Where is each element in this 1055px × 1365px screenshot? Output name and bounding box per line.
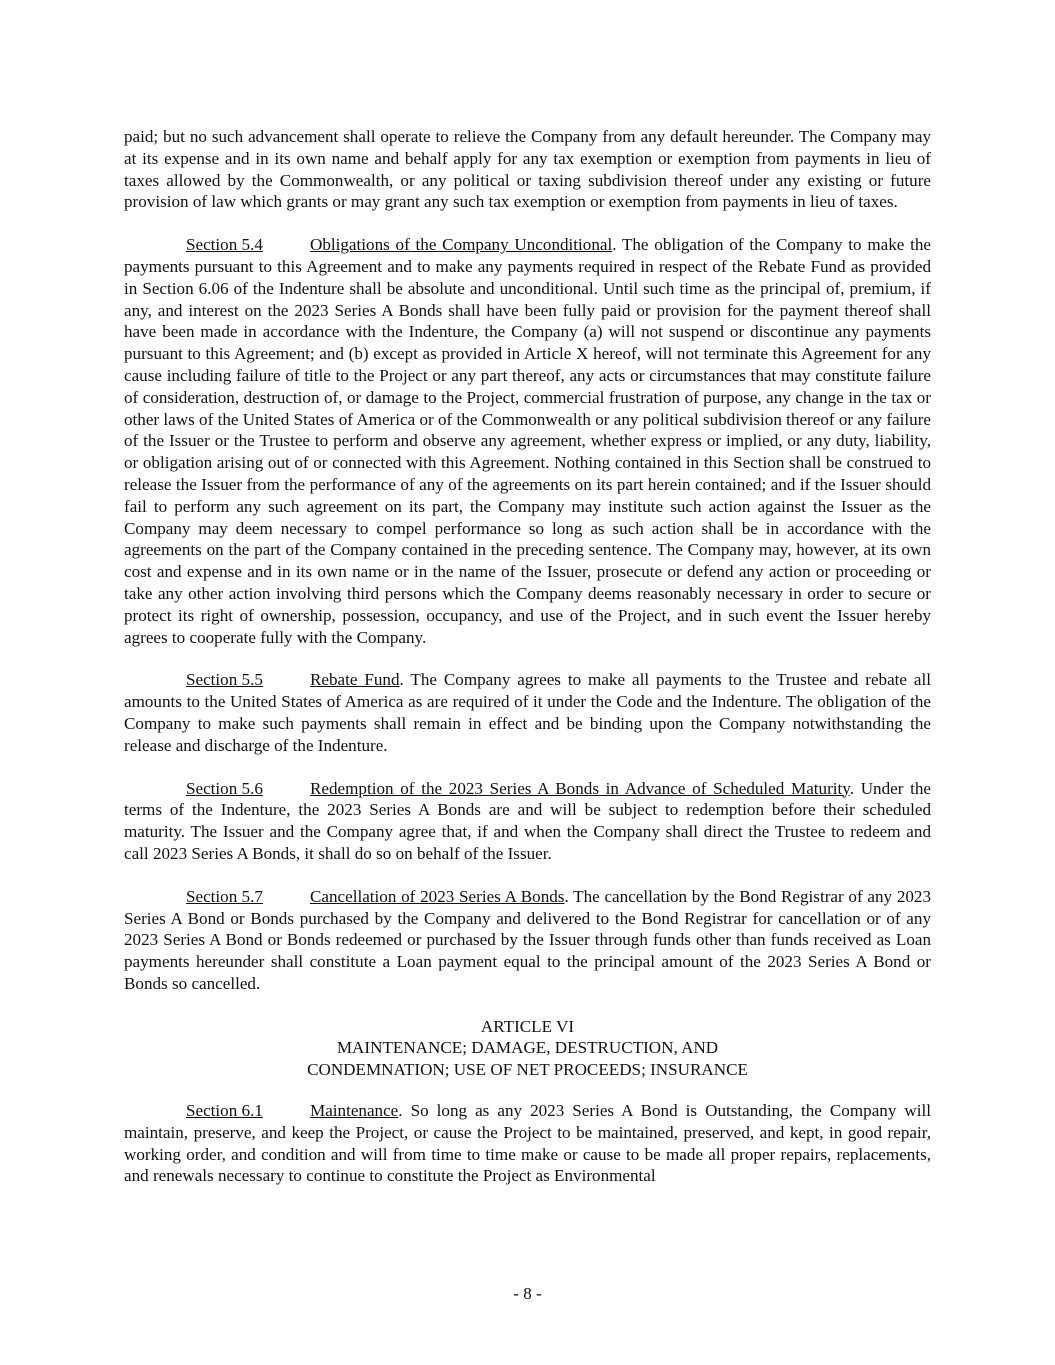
section-title: Obligations of the Company Unconditional <box>310 235 613 255</box>
section-5-6-paragraph <box>124 778 931 865</box>
section-title: Redemption of the 2023 Series A Bonds in Advance of Scheduled Maturity <box>310 778 850 798</box>
section-number: Section 5.5 <box>186 670 263 690</box>
article-title-line-1: MAINTENANCE; DAMAGE, DESTRUCTION, AND <box>336 1038 719 1058</box>
section-body: . So long as any 2023 Series A Bond is Outstanding, the Company will maintain, preserve, and keep the Project, or cause the Project to be maintained, preserved, and kept, in good repair, working order, and condition and will from time to time make or cause to be made all proper repairs, replacements, and renewals necessary to continue to constitute the Project as Environmental <box>124 1101 931 1186</box>
article-title-line-2: CONDEMNATION; USE OF NET PROCEEDS; INSURANCE <box>307 1060 748 1080</box>
section-body: . The Company agrees to make all payments to the Trustee and rebate all amounts to the United States of America as are required of it under the Code and the Indenture. The obligation of the Company to make such payments shall remain in effect and be binding upon the Company notwithstanding the release and discharge of the Indenture. <box>124 670 932 755</box>
document-page <box>124 126 931 1208</box>
section-number: Section 5.6 <box>186 778 263 798</box>
section-5-5-paragraph <box>124 669 931 756</box>
section-number: Section 5.4 <box>186 235 263 255</box>
section-number: Section 6.1 <box>186 1101 263 1121</box>
intro-paragraph: paid; but no such advancement shall operate to relieve the Company from any default hereunder. The Company may at its expense and in its own name and behalf apply for any tax exemption or exemption from payments in lieu of taxes allowed by the Commonwealth, or any political or taxing subdivision thereof under any existing or future provision of law which grants or may grant any such tax exemption or exemption from payments in lieu of taxes. <box>124 127 931 212</box>
section-title: Maintenance <box>310 1101 399 1121</box>
section-title: Cancellation of 2023 Series A Bonds <box>310 886 565 906</box>
page-number: - 8 - <box>513 1284 542 1303</box>
section-body: . The obligation of the Company to make the payments pursuant to this Agreement and to make any payments required in respect of the Rebate Fund as provided in Section 6.06 of the Indenture shall be absolute and unconditional. Until such time as the principal of, premium, if any, and interest on the 2023 Series A Bonds shall have been fully paid or provision for the payment thereof shall have been made in accordance with the Indenture, the Company (a) will not suspend or discontinue any payments pursuant to this Agreement; and (b) except as provided in Article X hereof, will not terminate this Agreement for any cause including failure of title to the Project or any part thereof, any acts or circumstances that may constitute failure of consideration, destruction of, or damage to the Project, commercial frustration of purpose, any change in the tax or other laws of the United States of America or of the Commonwealth or any political subdivision thereof or any failure of the Issuer or the Trustee to perform and observe any agreement, whether express or implied, or any duty, liability, or obligation arising out of or connected with this Agreement. Nothing contained in this Section shall be construed to release the Issuer from the performance of any of the agreements on its part herein contained; and if the Issuer should fail to perform any such agreement on its part, the Company may institute such action against the Issuer as the Company may deem necessary to compel performance so long as such action shall be in accordance with the agreements on the part of the Company contained in the preceding sentence. The Company may, however, at its own cost and expense and in its own name or in the name of the Issuer, prosecute or defend any action or proceeding or take any other action involving third persons which the Company deems reasonably necessary in order to secure or protect its right of ownership, possession, occupancy, and use of the Project, and in such event the Issuer hereby agrees to cooperate fully with the Company. <box>124 235 931 647</box>
article-heading <box>124 1016 931 1081</box>
section-body: . Under the terms of the Indenture, the 2023 Series A Bonds are and will be subject to redemption before their scheduled maturity. The Issuer and the Company agree that, if and when the Company shall direct the Trustee to redeem and call 2023 Series A Bonds, it shall do so on behalf of the Issuer. <box>124 778 932 863</box>
section-6-1-paragraph <box>124 1100 931 1187</box>
section-number: Section 5.7 <box>186 886 263 906</box>
article-number: ARTICLE VI <box>480 1016 575 1036</box>
section-body: . The cancellation by the Bond Registrar of any 2023 Series A Bond or Bonds purchased by the Company and delivered to the Bond Registrar for cancellation or of any 2023 Series A Bond or Bonds redeemed or purchased by the Issuer through funds other than funds received as Loan payments hereunder shall constitute a Loan payment equal to the principal amount of the 2023 Series A Bond or Bonds so cancelled. <box>124 886 932 993</box>
section-title: Rebate Fund <box>310 670 400 690</box>
section-5-4-paragraph <box>124 234 931 648</box>
section-5-7-paragraph <box>124 886 931 995</box>
